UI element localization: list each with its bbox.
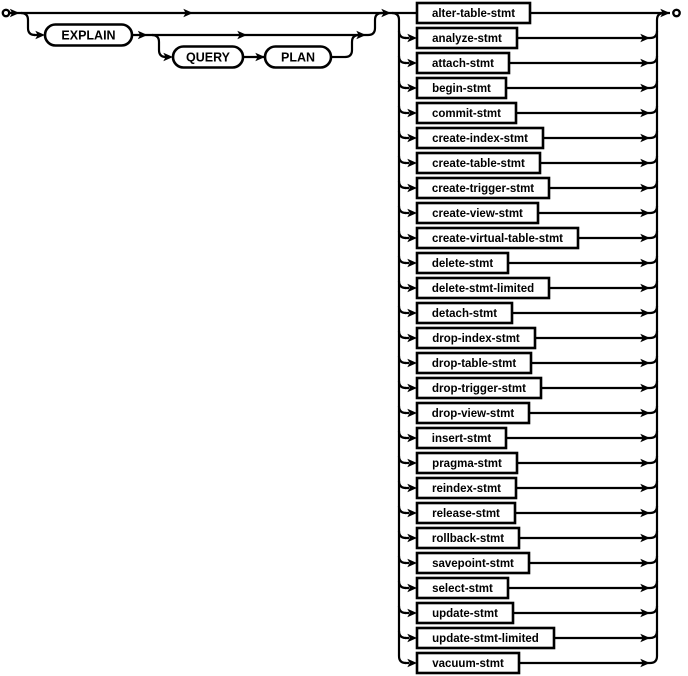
node-delete-stmt-limited[interactable] — [417, 278, 549, 298]
connector-curve — [399, 556, 406, 563]
connector-curve — [399, 381, 406, 388]
connector-curve — [650, 106, 657, 113]
node-insert-stmt-label: insert-stmt — [431, 433, 492, 446]
node-savepoint-stmt-label: savepoint-stmt — [432, 558, 514, 571]
connector-curve — [650, 581, 657, 588]
connector-curve — [399, 56, 406, 63]
start-terminal-icon — [3, 10, 9, 16]
connector-curve — [650, 456, 657, 463]
node-create-index-stmt[interactable] — [417, 128, 543, 148]
connector-curve — [399, 331, 406, 338]
connector-curve — [650, 506, 657, 513]
node-detach-stmt-label: detach-stmt — [431, 308, 498, 321]
node-drop-trigger-stmt[interactable] — [417, 378, 541, 398]
node-update-stmt[interactable] — [417, 603, 513, 623]
node-pragma-stmt-label: pragma-stmt — [432, 458, 502, 471]
connector-curve — [650, 656, 657, 663]
connector-curve — [399, 31, 406, 38]
connector-curve — [650, 431, 657, 438]
node-drop-trigger-stmt-label: drop-trigger-stmt — [432, 383, 526, 396]
node-rollback-stmt-label: rollback-stmt — [431, 533, 505, 546]
connector-curve — [399, 656, 406, 663]
connector-curve — [399, 206, 406, 213]
connector-curve — [399, 456, 406, 463]
connector-curve — [650, 631, 657, 638]
connector-curve — [650, 231, 657, 238]
node-drop-table-stmt[interactable] — [417, 353, 531, 373]
connector-curve — [650, 56, 657, 63]
end-terminal-icon — [673, 10, 679, 16]
connector-curve — [399, 106, 406, 113]
node-release-stmt[interactable] — [417, 503, 515, 523]
node-update-stmt-label: update-stmt — [432, 608, 498, 621]
node-drop-table-stmt-label: drop-table-stmt — [431, 358, 517, 371]
node-savepoint-stmt[interactable] — [417, 553, 529, 573]
connector-curve — [392, 13, 399, 20]
node-detach-stmt[interactable] — [417, 303, 512, 323]
node-rollback-stmt[interactable] — [417, 528, 519, 548]
node-create-trigger-stmt-label: create-trigger-stmt — [431, 183, 535, 196]
node-vacuum-stmt-label: vacuum-stmt — [432, 658, 504, 671]
node-create-virtual-table-stmt[interactable] — [417, 228, 578, 248]
connector-curve — [650, 306, 657, 313]
connector-curve — [650, 131, 657, 138]
node-delete-stmt[interactable] — [417, 253, 508, 273]
connector-curve — [399, 281, 406, 288]
node-drop-index-stmt-label: drop-index-stmt — [432, 333, 520, 346]
connector-curve — [650, 331, 657, 338]
node-attach-stmt-label: attach-stmt — [432, 58, 494, 71]
connector-curve — [399, 406, 406, 413]
connector-curve — [21, 13, 35, 35]
node-drop-view-stmt-label: drop-view-stmt — [431, 408, 515, 421]
node-select-stmt-label: select-stmt — [432, 583, 493, 596]
node-drop-view-stmt[interactable] — [417, 403, 529, 423]
connector-curve — [399, 506, 406, 513]
keyword-explain — [45, 25, 132, 46]
node-begin-stmt[interactable] — [417, 78, 506, 98]
connector-curve — [650, 256, 657, 263]
connector-curve — [650, 531, 657, 538]
connector-curve — [399, 131, 406, 138]
connector-curve — [399, 256, 406, 263]
keyword-plan-label: PLAN — [280, 50, 316, 65]
node-update-stmt-limited[interactable] — [417, 628, 554, 648]
keyword-query-label: QUERY — [186, 50, 230, 65]
node-commit-stmt-label: commit-stmt — [431, 108, 502, 121]
connector-curve — [399, 156, 406, 163]
node-create-table-stmt[interactable] — [417, 153, 540, 173]
node-create-virtual-table-stmt-label: create-virtual-table-stmt — [431, 233, 564, 246]
node-drop-index-stmt[interactable] — [417, 328, 535, 348]
connector-curve — [399, 306, 406, 313]
node-pragma-stmt[interactable] — [417, 453, 517, 473]
connector-curve — [650, 31, 657, 38]
node-vacuum-stmt[interactable] — [417, 653, 519, 673]
connector-curve — [650, 81, 657, 88]
connector-curve — [650, 481, 657, 488]
connector-curve — [650, 606, 657, 613]
connector-curve — [399, 81, 406, 88]
node-alter-table-stmt-label: alter-table-stmt — [431, 8, 516, 21]
connector-curve — [399, 181, 406, 188]
connector-curve — [399, 431, 406, 438]
node-create-index-stmt-label: create-index-stmt — [432, 133, 528, 146]
connector-curve — [650, 281, 657, 288]
connector-curve — [650, 181, 657, 188]
connector-curve — [368, 13, 382, 35]
node-begin-stmt-label: begin-stmt — [432, 83, 491, 96]
node-update-stmt-limited-label: update-stmt-limited — [432, 633, 539, 646]
node-attach-stmt[interactable] — [417, 53, 509, 73]
connector-curve — [650, 356, 657, 363]
connector-curve — [399, 581, 406, 588]
connector-curve — [650, 556, 657, 563]
node-create-view-stmt[interactable] — [417, 203, 538, 223]
connector-curve — [650, 406, 657, 413]
node-insert-stmt[interactable] — [417, 428, 506, 448]
keyword-query — [173, 47, 243, 68]
connector-curve — [399, 606, 406, 613]
connector-curve — [650, 381, 657, 388]
connector-curve — [399, 531, 406, 538]
node-reindex-stmt[interactable] — [417, 478, 516, 498]
node-select-stmt[interactable] — [417, 578, 508, 598]
node-analyze-stmt-label: analyze-stmt — [432, 33, 502, 46]
node-release-stmt-label: release-stmt — [432, 508, 500, 521]
node-alter-table-stmt[interactable] — [417, 3, 530, 23]
connector-curve — [650, 156, 657, 163]
node-analyze-stmt[interactable] — [417, 28, 517, 48]
connector-curve — [650, 206, 657, 213]
node-reindex-stmt-label: reindex-stmt — [431, 483, 502, 496]
node-delete-stmt-label: delete-stmt — [431, 258, 494, 271]
connector-curve — [399, 481, 406, 488]
connector-curve — [399, 631, 406, 638]
connector-curve — [399, 231, 406, 238]
node-create-view-stmt-label: create-view-stmt — [432, 208, 523, 221]
node-create-table-stmt-label: create-table-stmt — [432, 158, 525, 171]
node-create-trigger-stmt[interactable] — [417, 178, 549, 198]
node-commit-stmt[interactable] — [417, 103, 516, 123]
connector-curve — [399, 356, 406, 363]
node-delete-stmt-limited-label: delete-stmt-limited — [431, 283, 535, 296]
keyword-explain-label: EXPLAIN — [61, 28, 116, 43]
keyword-plan — [265, 47, 331, 68]
